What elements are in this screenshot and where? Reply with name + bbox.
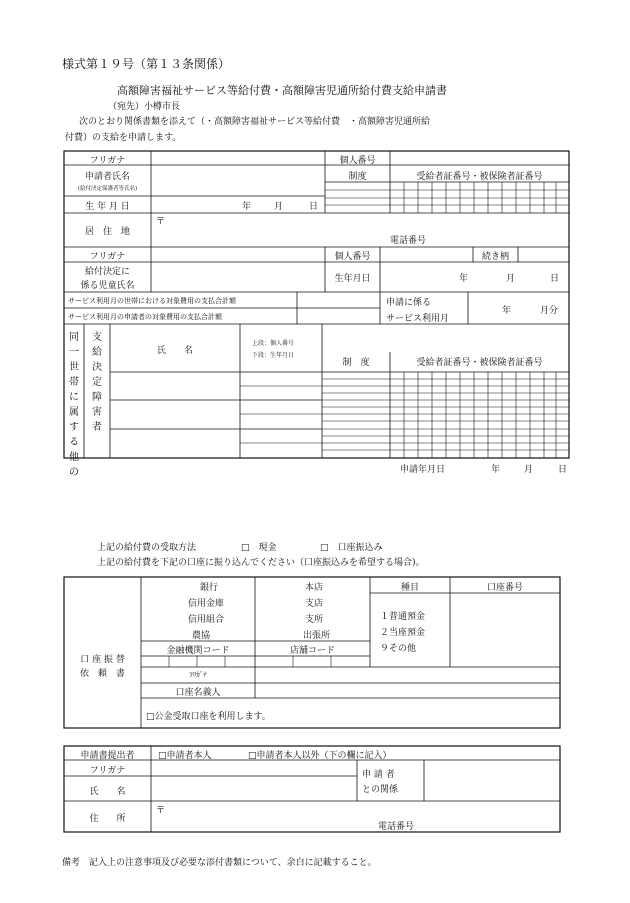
form-number: 様式第１９号（第１３条関係） [62, 57, 231, 71]
household-cert-no-header: 受給者証番号・被保険者証番号 [416, 358, 543, 368]
form-title: 高額障害福祉サービス等給付費・高額障害児通所給付費支給申請書 [117, 84, 447, 97]
household-name-header: 氏 名 [156, 346, 193, 356]
service-month-line1: 申請に係る [386, 298, 432, 308]
applicant-cert-no-label: 受給者証番号・被保険者証番号 [416, 172, 543, 182]
intro-line-1: 次のとおり関係書類を添えて（・高額障害福祉サービス等給付費 ・高額障害児通所給 [79, 117, 431, 127]
payment-method-label: 上記の給付費の受取方法 [97, 543, 197, 553]
bank-institution-shinkin: 信用金庫 [188, 599, 225, 609]
child-furigana-label: フリガナ [89, 252, 126, 262]
bank-branch-code-label: 店舗コード [289, 646, 335, 656]
bank-account-header: 口座番号 [486, 583, 523, 593]
applicant-name-label: 申請者氏名 [84, 172, 130, 182]
bank-institution-kumiai: 信用組合 [188, 615, 225, 625]
bank-branch-main: 本店 [305, 583, 324, 593]
service-month-year: 年 [502, 306, 512, 316]
applicant-name-note: (給付決定保護者等氏名) [77, 186, 138, 192]
bank-institution-bank: 銀行 [200, 583, 219, 593]
bank-kana-label: ﾌﾘｶﾞﾅ [189, 671, 207, 679]
submitter-relation-line2: との関係 [362, 785, 399, 795]
household-outer-label: 同一世帯に属する他の [69, 332, 79, 478]
applicant-birth-year: 年 [242, 202, 252, 212]
applicant-address-label: 居 住 地 [84, 227, 130, 237]
child-birth-label: 生年月日 [334, 274, 371, 284]
applicant-phone-label: 電話番号 [390, 236, 427, 246]
child-birth-day: 日 [550, 274, 560, 284]
bank-holder-label: 口座名義人 [175, 688, 221, 698]
bank-fin-code-label: 金融機関コード [166, 646, 230, 656]
applicant-birth-label: 生 年 月 日 [85, 202, 130, 212]
household-inner-label: 支給決定障害者 [92, 332, 102, 433]
submitter-phone-label: 電話番号 [378, 822, 415, 832]
bank-section-label-1: 口 座 振 替 [80, 655, 125, 665]
submitter-furigana-label: フリガナ [89, 766, 126, 776]
payment-transfer-note: 上記の給付費を下記の口座に振り込んでください（口座振込みを希望する場合)。 [97, 558, 425, 568]
application-date-day: 日 [558, 465, 568, 475]
household-top-note: 上段：個人番号 [252, 340, 295, 347]
child-relation-label: 続き柄 [481, 252, 509, 262]
child-personal-no-label: 個人番号 [334, 252, 371, 262]
submitter-other-option[interactable]: □申請者本人以外（下の欄に記入） [248, 751, 392, 761]
footnote: 備考 記入上の注意事項及び必要な添付書類について、余白に記載すること。 [62, 858, 377, 868]
addressee: （宛先）小樽市長 [108, 102, 181, 112]
application-date-month: 月 [524, 465, 534, 475]
submitter-relation-line1: 申 請 者 [362, 770, 395, 780]
payment-cash-option[interactable]: □ 現金 [241, 543, 277, 553]
child-name-line2: 係る児童氏名 [80, 281, 135, 291]
child-birth-year: 年 [459, 274, 469, 284]
household-bottom-note: 下段：生年月日 [252, 352, 295, 359]
bank-type-ordinary: １普通預金 [380, 612, 426, 622]
submitter-address-label: 住 所 [89, 814, 126, 824]
service-month-unit: 月分 [540, 306, 559, 316]
submitter-self-option[interactable]: □申請者本人 [158, 751, 212, 761]
bank-type-current: ２当座預金 [380, 628, 426, 638]
applicant-personal-no-label: 個人番号 [339, 156, 376, 166]
submitter-name-label: 氏 名 [89, 787, 126, 797]
applicant-furigana-label: フリガナ [89, 156, 126, 166]
bank-public-account-option[interactable]: □公金受取口座を利用します。 [146, 712, 271, 722]
bank-institution-nokyo: 農協 [192, 631, 211, 641]
service-month-line2: サービス利用月 [386, 314, 450, 324]
child-birth-month: 月 [506, 274, 516, 284]
payment-transfer-option[interactable]: □ 口座振込み [320, 543, 383, 553]
submitter-postal-mark: 〒 [156, 806, 166, 816]
applicant-cost-total-label: サービス利用月の申請者の対象費用の支払合計額 [68, 313, 222, 321]
bank-branch-office: 出張所 [303, 631, 331, 641]
submitter-label: 申請書提出者 [80, 751, 135, 761]
applicant-birth-month: 月 [274, 202, 284, 212]
household-system-header: 制 度 [342, 358, 370, 368]
applicant-system-label: 制度 [348, 172, 367, 182]
bank-section-label-2: 依 頼 書 [79, 669, 125, 679]
applicant-postal-mark: 〒 [156, 217, 166, 227]
bank-branch-branch: 支店 [305, 599, 324, 609]
application-date-year: 年 [491, 465, 501, 475]
applicant-birth-day: 日 [309, 202, 319, 212]
bank-type-other: ９その他 [380, 644, 417, 654]
intro-line-2: 付費）の支給を申請します。 [65, 133, 182, 143]
bank-type-header: 種目 [400, 583, 419, 593]
application-date-label: 申請年月日 [400, 465, 446, 475]
household-cost-total-label: サービス利用月の世帯における対象費用の支払合計額 [68, 297, 236, 305]
bank-branch-sub: 支所 [305, 615, 324, 625]
child-name-line1: 給付決定に [84, 267, 130, 277]
